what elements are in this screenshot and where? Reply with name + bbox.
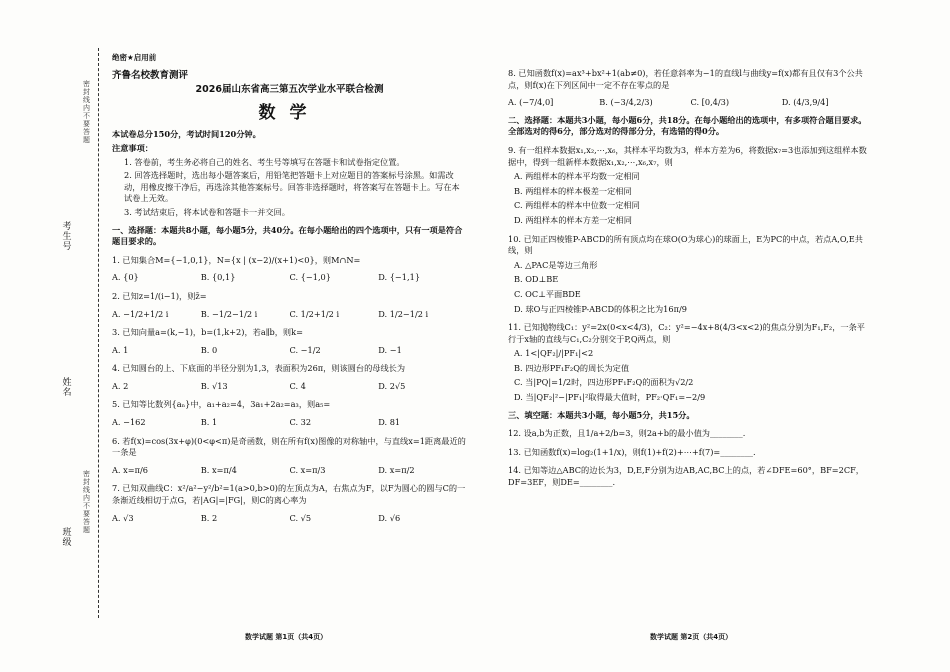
question-4 <box>112 363 467 392</box>
question-8 <box>508 68 873 109</box>
question-9 <box>508 145 873 227</box>
option-c: C. 1/2+1/2 i <box>289 308 340 319</box>
question-stem: 2. 已知z=1/(i−1)，则z̄= <box>112 290 207 301</box>
option-d: D. √6 <box>378 512 401 523</box>
notice-item: 2. 回答选择题时，选出每小题答案后，用铅笔把答题卡上对应题目的答案标号涂黑。如需改动，用橡皮擦干净后，再选涂其他答案标号。回答非选择题时，将答案写在答题卡上。写在本试卷上无效。 <box>124 170 460 204</box>
subject-title: 数学 <box>258 102 321 123</box>
organizer: 齐鲁名校教育测评 <box>112 69 189 81</box>
question-12: 12. 设a,b为正数，且1/a+2/b=3，则2a+b的最小值为________. <box>508 428 746 439</box>
option-c: C. √5 <box>289 512 312 523</box>
option-b: B. 两组样本的样本极差一定相同 <box>514 185 632 196</box>
option-a: A. −1/2+1/2 i <box>112 308 169 319</box>
question-stem: 3. 已知向量a=(k,−1)，b=(1,k+2)，若a∥b，则k= <box>112 327 303 338</box>
section-3-heading: 三、填空题：本题共3小题，每小题5分，共15分。 <box>508 409 695 420</box>
question-stem: 11. 已知抛物线C₁：y²=2x(0<x<4/3)，C₂：y²=−4x+8(4/3<x<2)的焦点分别为F₁,F₂，一条平行于x轴的直线与C₁,C₂分别交于P,Q两点，则 <box>508 322 865 344</box>
confidential-note: 绝密★启用前 <box>112 53 157 62</box>
option-c: C. [0,4/3) <box>690 97 730 108</box>
option-d: D. 2√5 <box>378 380 406 391</box>
option-d: D. 两组样本的样本方差一定相同 <box>514 214 632 225</box>
option-d: D. 当|QF₂|²−|PF₁|²取得最大值时，PF₂·QF₁=−2/9 <box>514 392 706 403</box>
option-b: B. {0,1} <box>200 272 236 283</box>
exam-intro: 本试卷总分150分，考试时间120分钟。 <box>112 129 261 140</box>
question-1 <box>112 255 467 284</box>
right-column <box>508 52 873 489</box>
option-d: D. −1 <box>378 344 402 355</box>
option-d: D. x=π/2 <box>378 464 415 475</box>
option-c: C. {−1,0} <box>289 272 331 283</box>
option-d: D. 球O与正四棱锥P-ABCD的体积之比为16π/9 <box>514 303 687 314</box>
option-b: B. 2 <box>200 512 218 523</box>
question-stem: 8. 已知函数f(x)=ax³+bx²+1(ab≠0)，若任意斜率为−1的直线l与曲线y=f(x)都有且仅有3个公共点，则f(x)在下列区间中一定不存在零点的是 <box>508 68 863 90</box>
option-b: B. √13 <box>200 380 228 391</box>
option-a: A. {0} <box>112 272 139 283</box>
option-a: A. 1 <box>112 344 129 355</box>
section-1-heading: 一、选择题：本题共8小题，每小题5分，共40分。在每小题给出的四个选项中，只有一项是符合题目要求的。 <box>112 224 463 247</box>
notice-title: 注意事项： <box>112 142 153 153</box>
question-stem: 7. 已知双曲线C：x²/a²−y²/b²=1(a>0,b>0)的左顶点为A，右焦点为F，以F为圆心的圆与C的一条渐近线相切于点G，若|AG|=|FG|，则C的离心率为 <box>112 483 466 506</box>
question-2 <box>112 291 467 320</box>
page-footer-2: 数学试题 第2页（共4页） <box>650 633 733 641</box>
seal-line-text-lower: 密封线内不要答题 <box>83 470 90 534</box>
option-c: C. 4 <box>289 380 306 391</box>
exam-title: 2026届山东省高三第五次学业水平联合检测 <box>195 84 384 96</box>
notice-item: 3. 考试结束后，将本试卷和答题卡一并交回。 <box>124 206 290 217</box>
option-a: A. √3 <box>112 512 134 523</box>
question-10 <box>508 234 873 316</box>
question-stem: 9. 有一组样本数据x₁,x₂,⋯,x₆，其样本平均数为3，样本方差为6，将数据x₇=3也添加到这组样本数据中，得到一组新样本数据x₁,x₂,⋯,x₆,x₇，则 <box>508 144 867 167</box>
option-a: A. 1<|QF₂|/|PF₁|<2 <box>514 348 594 359</box>
question-11 <box>508 322 873 404</box>
option-b: B. 0 <box>200 344 218 355</box>
option-b: B. 四边形PF₁F₂Q的周长为定值 <box>514 362 630 373</box>
option-b: B. 1 <box>200 417 218 428</box>
page-footer-1: 数学试题 第1页（共4页） <box>245 633 328 641</box>
question-14: 14. 已知等边△ABC的边长为3，D,E,F分别为边AB,AC,BC上的点，若∠DFE=60°，BF=2CF，DF=3EF，则DE=________. <box>508 465 864 488</box>
question-7 <box>112 483 467 524</box>
option-d: D. (4/3,9/4] <box>781 97 829 108</box>
option-c: C. 32 <box>289 417 312 428</box>
option-b: B. OD⊥BE <box>514 274 559 285</box>
question-13: 13. 已知函数f(x)=log₂(1+1/x)，则f(1)+f(2)+⋯+f(7)=________. <box>508 446 756 457</box>
option-c: C. x=π/3 <box>289 464 326 475</box>
binding-label-name: 姓名 <box>60 378 74 398</box>
option-c: C. −1/2 <box>289 344 321 355</box>
option-a: A. 两组样本的样本平均数一定相同 <box>514 171 640 182</box>
section-2-heading: 二、选择题：本题共3小题，每小题6分，共18分。在每小题给出的选项中，有多项符合题目要求。全部选对的得6分，部分选对的得部分分，有选错的得0分。 <box>508 114 867 137</box>
option-d: D. 81 <box>378 417 401 428</box>
option-b: B. −1/2−1/2 i <box>200 308 258 319</box>
option-a: A. 2 <box>112 380 129 391</box>
option-b: B. (−3/4,2/3) <box>599 97 653 108</box>
option-d: D. 1/2−1/2 i <box>378 308 429 319</box>
question-stem: 6. 若f(x)=cos(3x+φ)(0<φ<π)是奇函数，则在所有f(x)图像的对称轴中，与直线x=1距离最近的一条是 <box>112 435 466 458</box>
binding-label-exam-number: 考生号 <box>60 222 74 252</box>
question-5 <box>112 399 467 428</box>
option-a: A. −162 <box>112 417 146 428</box>
option-c: C. 两组样本的样本中位数一定相同 <box>514 200 640 211</box>
question-6 <box>112 436 467 477</box>
seal-line-text: 密封线内不要答题 <box>83 80 90 144</box>
binding-label-class: 班级 <box>60 528 74 548</box>
option-c: C. OC⊥平面BDE <box>514 288 581 299</box>
option-c: C. 当|PQ|=1/2时，四边形PF₁F₂Q的面积为√2/2 <box>514 377 694 388</box>
notice-item: 1. 答卷前，考生务必将自己的姓名、考生号等填写在答题卡和试卷指定位置。 <box>124 156 405 167</box>
option-d: D. {−1,1} <box>378 272 421 283</box>
option-a: A. x=π/6 <box>112 464 148 475</box>
question-stem: 10. 已知正四棱锥P-ABCD的所有顶点均在球O(O为球心)的球面上，E为PC的中点，若点A,O,E共线，则 <box>508 233 863 256</box>
option-a: A. △PAC是等边三角形 <box>514 259 598 270</box>
question-stem: 4. 已知圆台的上、下底面的半径分别为1,3，表面积为26π，则该圆台的母线长为 <box>112 363 406 374</box>
left-column <box>112 52 467 524</box>
option-b: B. x=π/4 <box>200 464 237 475</box>
question-stem: 5. 已知等比数列{aₙ}中，a₁+a₂=4，3a₁+2a₂=a₃，则a₅= <box>112 399 331 410</box>
question-stem: 1. 已知集合M={−1,0,1}，N={x | (x−2)/(x+1)<0}，则M∩N= <box>112 254 361 265</box>
option-a: A. (−7/4,0] <box>508 97 554 108</box>
question-3 <box>112 327 467 356</box>
